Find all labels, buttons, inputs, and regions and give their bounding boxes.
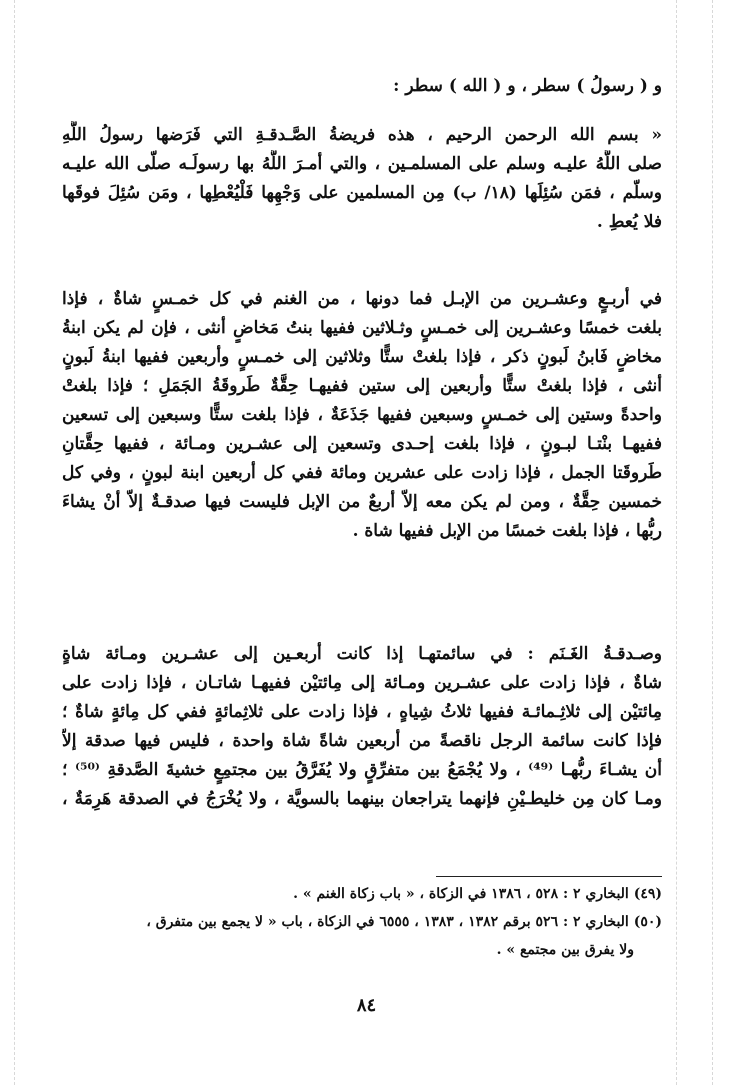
text-line: طَروقَتا الجمل ، فإذا زادت على عشرين ومائة ففي كل أربعين ابنة لبونٍ ، وفي كل: [62, 463, 662, 483]
paragraph-1: [62, 121, 662, 237]
footnote-49: (٤٩) البخاري ٢ : ٥٢٨ ، ١٣٨٦ في الزكاة ، « باب زكاة الغنم » .: [293, 886, 662, 902]
text-line: مِائتيْن إلى ثلاثِـمائـة ففيها ثلاثُ شِياهٍ ، فإذا زادت على ثلاثِمائةٍ ففي كل مِائةٍ شاةٌ ؛: [62, 702, 662, 722]
scan-margin-line: [712, 0, 713, 1085]
text-line: ربُّها ، فإذا بلغت خمسًا من الإبل ففيها شاة .: [352, 521, 662, 541]
footnotes: [62, 880, 662, 964]
text-line: وسلّم ، فمَن سُئِلَها (١٨/ ب) مِن المسلمين على وَجْهِها فَلْيُعْطِها ، ومَن سُئِلَ فوقَها: [62, 183, 662, 203]
text-line: بلغت خمسًا وعشـرين إلى خمـسٍ وثـلاثين ففيها بنتُ مَخاضٍ أنثى ، فإن لم يكن ابنةُ: [62, 318, 662, 338]
section-heading: [62, 72, 662, 101]
text-line: أنثى ، فإذا بلغتْ ستًّا وأربعين إلى ستين ففيهـا حِقَّةٌ طَروقَةُ الجَمَلِ ؛ فإذا بلغتْ: [62, 376, 662, 396]
text-line: صلى اللَّهُ عليـه وسلم على المسلمـين ، والتي أمـرَ اللَّهُ بها رسولَـه صلّى الله عليـه: [62, 154, 662, 174]
footnote-50: (٥٠) البخاري ٢ : ٥٢٦ برقم ١٣٨٢ ، ١٣٨٣ ، ٦٥٥٥ في الزكاة ، باب « لا يجمع بين متفرق ،: [146, 914, 662, 930]
text-line: واحدةً وستين إلى خمـسٍ وسبعين ففيها جَذَعَةٌ ، فإذا بلغت ستًّا وسبعين إلى تسعين: [62, 405, 662, 425]
text-line: أن يشـاءَ ربُّهـا ⁽⁴⁹⁾ ، ولا يُجْمَعُ بين متفرِّقٍ ولا يُفَرَّقُ بين مجتمِعٍ خشيةَ الصَّدقةِ ⁽⁵⁰⁾ ؛: [62, 760, 662, 780]
text-line: فلا يُعطِ .: [596, 212, 662, 232]
text-line: ففيهـا بنْتـا لبـونٍ ، فإذا بلغت إحـدى وتسعين إلى عشـرين ومـائة ، ففيها حِقَّتانِ: [62, 434, 662, 454]
text-line: ومـا كان مِن خليطـيْنِ فإنهما يتراجعان بينهما بالسويَّة ، ولا يُخْرَجُ في الصدقة هَرِمَةٌ ،: [62, 789, 662, 809]
paragraph-3: [62, 640, 662, 814]
page-number: ٨٤: [356, 995, 377, 1016]
text-line: في أربـعٍ وعشـرين من الإبـل فما دونها ، من الغنم في كل خمـسٍ شاةٌ ، فإذا: [62, 289, 662, 309]
text-line: مخاضٍ فَابنُ لَبونٍ ذكر ، فإذا بلغتْ ستًّا وثلاثين إلى خمـسٍ وأربعين ففيها ابنةُ لَبونٍ: [62, 347, 662, 367]
paragraph-2: [62, 285, 662, 546]
scan-margin-line: [14, 0, 15, 1085]
text-line: فإذا كانت سائمة الرجل ناقصةً من أربعين شاةً شاة واحدة ، فليس فيها صدقة إلاّ: [62, 731, 662, 751]
text-line: شاةٌ ، فإذا زادت على عشـرين ومـائة إلى مِائتيْن ففيهـا شاتـان ، فإذا زادت على: [62, 673, 662, 693]
text-line: « بسم الله الرحمن الرحيم ، هذه فريضةُ الصَّـدقـةِ التي فَرَضها رسولُ اللَّهِ: [62, 125, 662, 145]
footnote-50-continued: ولا يفرق بين مجتمع » .: [496, 942, 634, 958]
footnote-divider: [436, 876, 662, 877]
scan-margin-line: [676, 0, 677, 1085]
text-line: خمسين حِقَّةٌ ، ومن لم يكن معه إلاّ أربعٌ من الإبل فليست فيها صدقـةٌ إلاّ أنْ يشاءَ: [62, 492, 662, 512]
text-line: وصـدقـةُ الغَـنَم : في سائمتهـا إذا كانت أربعـين إلى عشـرين ومـائة شاةٍ: [62, 644, 662, 664]
heading-line: و ( رسولُ ) سطر ، و ( الله ) سطر :: [393, 76, 662, 96]
